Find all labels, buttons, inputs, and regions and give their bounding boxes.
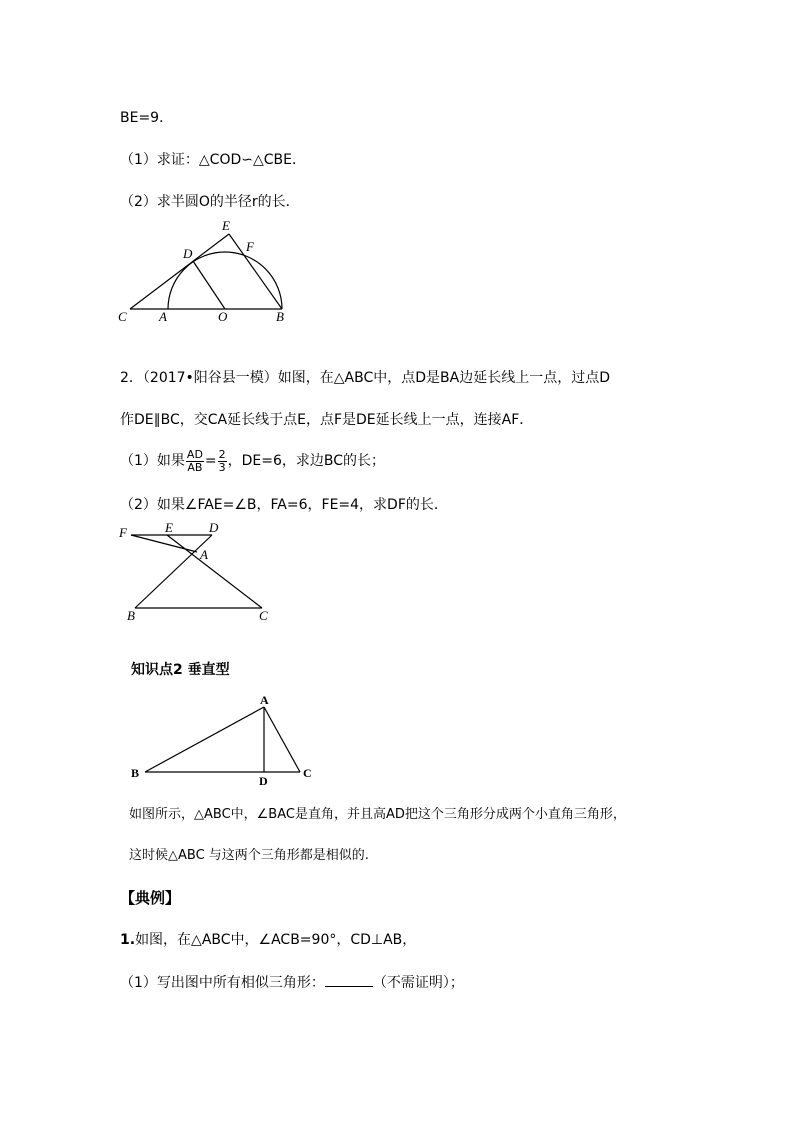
p2-label-c: C — [259, 608, 268, 623]
segment-eb — [229, 234, 282, 309]
knowledge-title: 知识点2 垂直型 — [131, 662, 230, 678]
problem2-part2: （2）如果∠FAE=∠B，FA=6，FE=4，求DF的长． — [120, 497, 448, 513]
equals-sign: = — [204, 453, 217, 469]
knowledge-desc1: 如图所示，△ABC中，∠BAC是直角，并且高AD把这个三角形分成两个小直角三角形， — [129, 807, 626, 822]
p1-label-o: O — [218, 309, 228, 324]
segment-fa — [131, 535, 197, 552]
example-q1-part1-prefix: （1）写出图中所有相似三角形： — [120, 975, 325, 991]
fraction-denominator: 3 — [218, 460, 226, 474]
p2-label-f: F — [119, 525, 127, 540]
fraction-2-3 — [218, 449, 227, 474]
fraction-numerator: AD — [186, 447, 203, 461]
p1-label-b: B — [276, 309, 284, 324]
example-q1-number: 1. — [120, 932, 136, 948]
p1-label-c: C — [118, 309, 127, 324]
p2-label-b: B — [127, 608, 135, 623]
problem2-intro2: 作DE∥BC，交CA延长线于点E，点F是DE延长线上一点，连接AF． — [120, 412, 534, 428]
problem2-part1-prefix: （1）如果 — [120, 453, 185, 469]
example-q1-part1-suffix: （不需证明）； — [372, 975, 464, 991]
problem2-part1-suffix: ，DE=6，求边BC的长； — [227, 453, 386, 469]
segment-ce — [130, 234, 229, 309]
semicircle-arc — [168, 252, 282, 309]
fraction-numerator: 2 — [218, 447, 226, 461]
example-q1-text: 如图，在△ABC中，∠ACB=90°，CD⊥AB， — [135, 932, 417, 948]
fraction-denominator: AB — [187, 460, 203, 474]
p2-label-e: E — [165, 520, 173, 535]
fraction-ad-ab — [186, 449, 204, 474]
k-label-a: A — [260, 693, 269, 707]
problem1-part2: （2）求半圆O的半径r的长． — [120, 194, 300, 210]
k-label-b: B — [131, 766, 140, 780]
problem2-intro: 2．（2017•阳谷县一模）如图，在△ABC中，点D是BA边延长线上一点，过点D — [120, 370, 611, 386]
segment-ba — [145, 707, 264, 772]
problem1-part1: （1）求证：△COD∽△CBE． — [120, 152, 306, 168]
problem2-part1 — [120, 447, 385, 475]
p1-label-f: F — [246, 239, 254, 254]
problem1-be-line: BE=9． — [120, 110, 174, 126]
example-header: 【典例】 — [120, 889, 181, 907]
p2-label-d: D — [209, 520, 219, 535]
segment-od — [193, 261, 225, 309]
segment-ac — [264, 707, 300, 772]
k-label-c: C — [303, 766, 312, 780]
segment-ec — [167, 535, 262, 608]
knowledge-desc2: 这时候△ABC 与这两个三角形都是相似的. — [129, 848, 369, 863]
p1-label-a: A — [159, 309, 167, 324]
k-label-d: D — [259, 774, 268, 788]
p2-label-a: A — [200, 547, 208, 562]
segment-db — [135, 535, 212, 608]
example-q1-part1 — [120, 972, 464, 993]
p1-label-e: E — [222, 218, 230, 233]
example-q1 — [120, 930, 416, 950]
p1-label-d: D — [183, 246, 193, 261]
answer-blank[interactable] — [325, 972, 373, 987]
